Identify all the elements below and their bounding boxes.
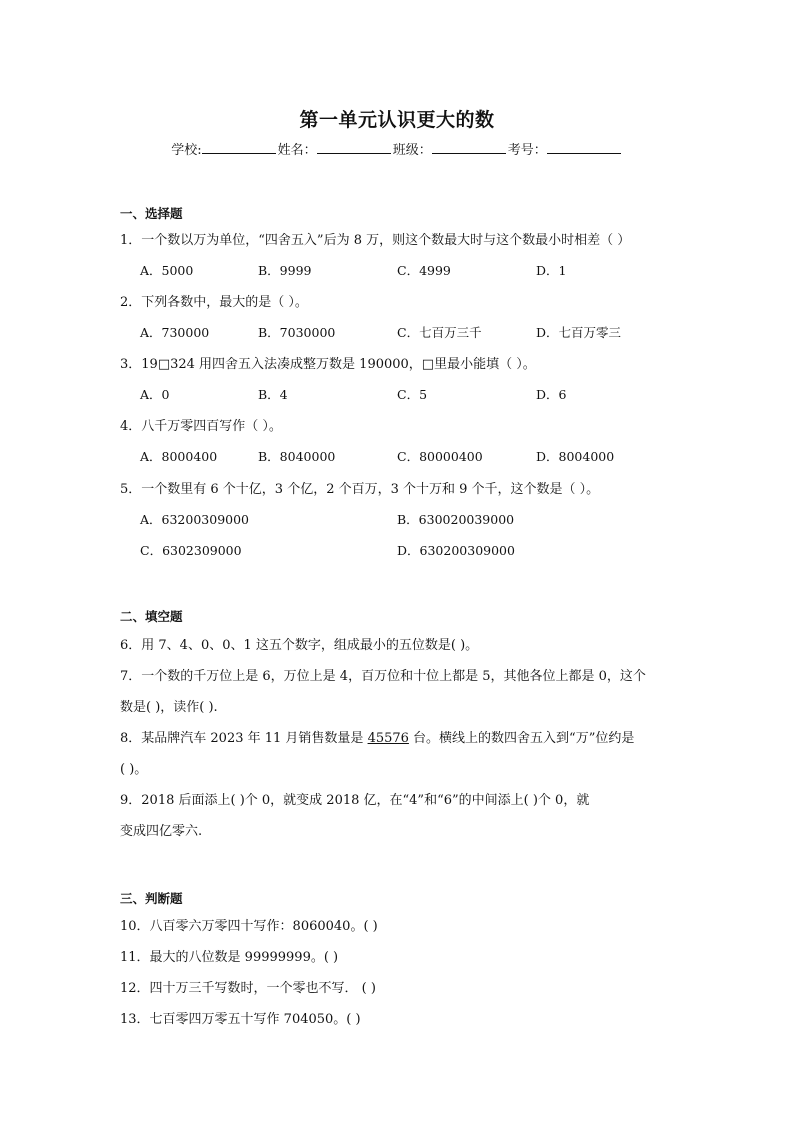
question-9-line-1: 9．2018 后面添上( )个 0，就变成 2018 亿，在“4”和“6”的中间添上( )个 0，就: [120, 793, 590, 808]
q2-option-b: B．7030000: [258, 325, 336, 340]
section-heading-choice: 一、选择题: [120, 206, 183, 221]
q8-text-post: 台。横线上的数四舍五入到“万”位约是: [408, 731, 635, 746]
question-9-line-2: 变成四亿零六.: [120, 824, 203, 839]
q4-option-b: B．8040000: [258, 449, 336, 464]
question-7-line-2: 数是( )，读作( ).: [120, 700, 218, 715]
question-10: 10．八百零六万零四十写作：8060040。( ): [120, 919, 378, 934]
question-4: 4．八千万零四百写作（ ）。: [120, 419, 282, 434]
question-11: 11．最大的八位数是 99999999。( ): [120, 950, 339, 965]
question-12: 12．四十万三千写数时，一个零也不写． ( ): [120, 981, 376, 996]
question-8-line-1: [120, 727, 634, 746]
question-5: 5．一个数里有 6 个十亿，3 个亿，2 个百万，3 个十万和 9 个千，这个数是（ ）。: [120, 482, 600, 497]
q8-underlined-number: 45576: [367, 731, 409, 746]
q4-option-a: A．8000400: [140, 449, 218, 464]
school-blank[interactable]: [202, 141, 276, 154]
q5-option-d: D．630200309000: [397, 543, 515, 558]
q3-option-c: C．5: [397, 387, 428, 402]
q3-option-d: D．6: [536, 387, 567, 402]
class-label: 班级：: [392, 143, 432, 158]
q5-option-c: C．6302309000: [140, 543, 242, 558]
name-label: 姓名：: [277, 143, 317, 158]
question-3: 3．19□324 用四舍五入法凑成整万数是 190000，□里最小能填（ ）。: [120, 357, 536, 372]
class-blank[interactable]: [432, 141, 506, 154]
question-2: 2．下列各数中，最大的是（ ）。: [120, 295, 308, 310]
q2-option-a: A．730000: [140, 325, 210, 340]
q3-option-b: B．4: [258, 387, 288, 402]
question-8-line-2: ( )。: [120, 762, 148, 777]
q8-text-pre: 8．某品牌汽车 2023 年 11 月销售数量是: [120, 731, 368, 746]
q1-option-d: D．1: [536, 263, 567, 278]
question-6: 6．用 7、4、0、0、1 这五个数字，组成最小的五位数是( )。: [120, 638, 479, 653]
q2-option-c: C．七百万三千: [397, 325, 482, 340]
name-blank[interactable]: [317, 141, 391, 154]
q5-option-a: A．63200309000: [140, 512, 250, 527]
q1-option-c: C．4999: [397, 263, 451, 278]
page-title: 第一单元认识更大的数: [299, 109, 495, 131]
exam-no-blank[interactable]: [547, 141, 621, 154]
student-info-line: [0, 139, 794, 158]
section-heading-fill-blank: 二、填空题: [120, 609, 183, 624]
section-heading-true-false: 三、判断题: [120, 891, 183, 906]
q1-option-b: B．9999: [258, 263, 312, 278]
question-1: 1．一个数以万为单位，“四舍五入”后为 8 万，则这个数最大时与这个数最小时相差（ ）: [120, 233, 631, 248]
q1-option-a: A．5000: [140, 263, 194, 278]
q2-option-d: D．七百万零三: [536, 325, 622, 340]
q4-option-c: C．80000400: [397, 449, 483, 464]
question-13: 13．七百零四万零五十写作 704050。( ): [120, 1012, 361, 1027]
q5-option-b: B．630020039000: [397, 512, 515, 527]
school-label: 学校:: [171, 143, 202, 158]
question-7-line-1: 7．一个数的千万位上是 6，万位上是 4，百万位和十位上都是 5，其他各位上都是 0，这个: [120, 669, 646, 684]
q4-option-d: D．8004000: [536, 449, 615, 464]
q3-option-a: A．0: [140, 387, 170, 402]
exam-no-label: 考号：: [507, 143, 547, 158]
